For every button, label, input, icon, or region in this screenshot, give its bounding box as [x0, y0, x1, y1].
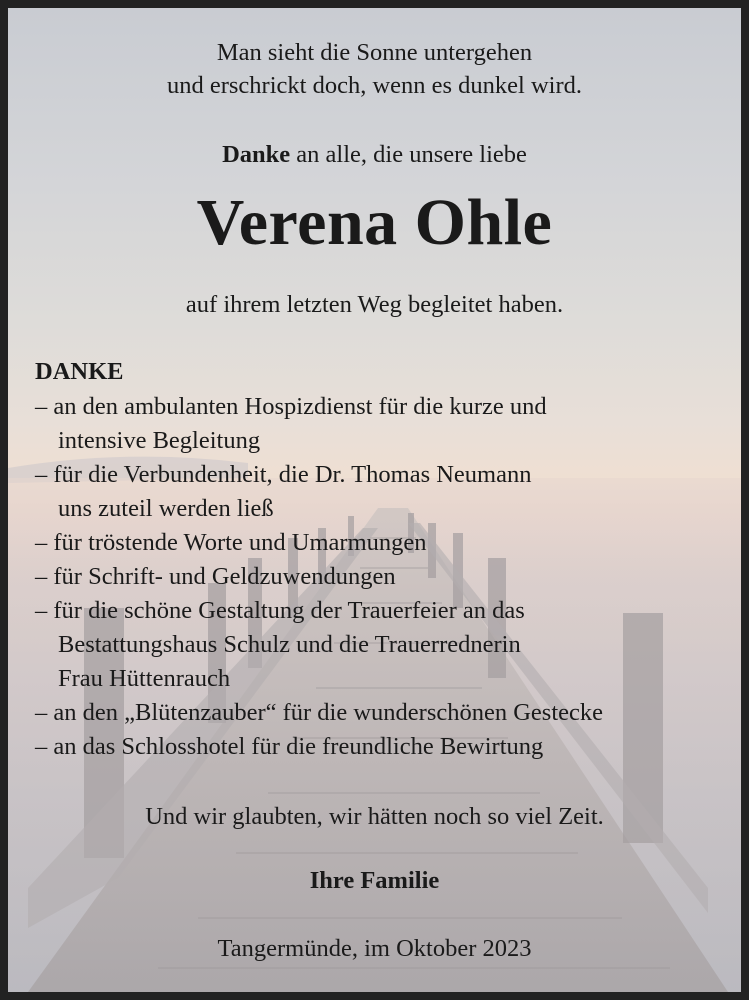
verse-line-1: Man sieht die Sonne untergehen [216, 39, 533, 66]
thanks-intro-bold: Danke [222, 141, 291, 168]
thanks-intro-rest: an alle, die unsere liebe [290, 141, 527, 168]
place-date: Tangermünde, im Oktober 2023 [217, 935, 532, 962]
danke-heading: DANKE [35, 358, 124, 385]
deceased-name: Verena Ohle [196, 186, 553, 259]
danke-line: Frau Hüttenrauch [58, 665, 231, 692]
thanks-outro: auf ihrem letzten Weg begleitet haben. [185, 291, 564, 318]
danke-line: intensive Begleitung [58, 427, 261, 454]
danke-line: Bestattungshaus Schulz und die Trauerrednerin [58, 631, 521, 658]
danke-line: – für die Verbundenheit, die Dr. Thomas Neumann [35, 461, 532, 488]
verse-line-2: und erschrickt doch, wenn es dunkel wird. [166, 72, 583, 99]
danke-line: uns zuteil werden ließ [58, 495, 274, 522]
danke-line: – an den ambulanten Hospizdienst für die kurze und [35, 393, 547, 420]
danke-line: – an das Schlosshotel für die freundliche Bewirtung [35, 733, 544, 760]
danke-line: – an den „Blütenzauber“ für die wunderschönen Gestecke [35, 699, 604, 726]
signature: Ihre Familie [309, 867, 440, 894]
thanks-intro [8, 140, 741, 170]
closing-quote: Und wir glaubten, wir hätten noch so viel Zeit. [145, 803, 604, 830]
danke-line: – für tröstende Worte und Umarmungen [35, 529, 427, 556]
danke-line: – für Schrift- und Geldzuwendungen [35, 563, 396, 590]
danke-line: – für die schöne Gestaltung der Trauerfeier an das [35, 597, 525, 624]
text-layer [8, 8, 741, 992]
